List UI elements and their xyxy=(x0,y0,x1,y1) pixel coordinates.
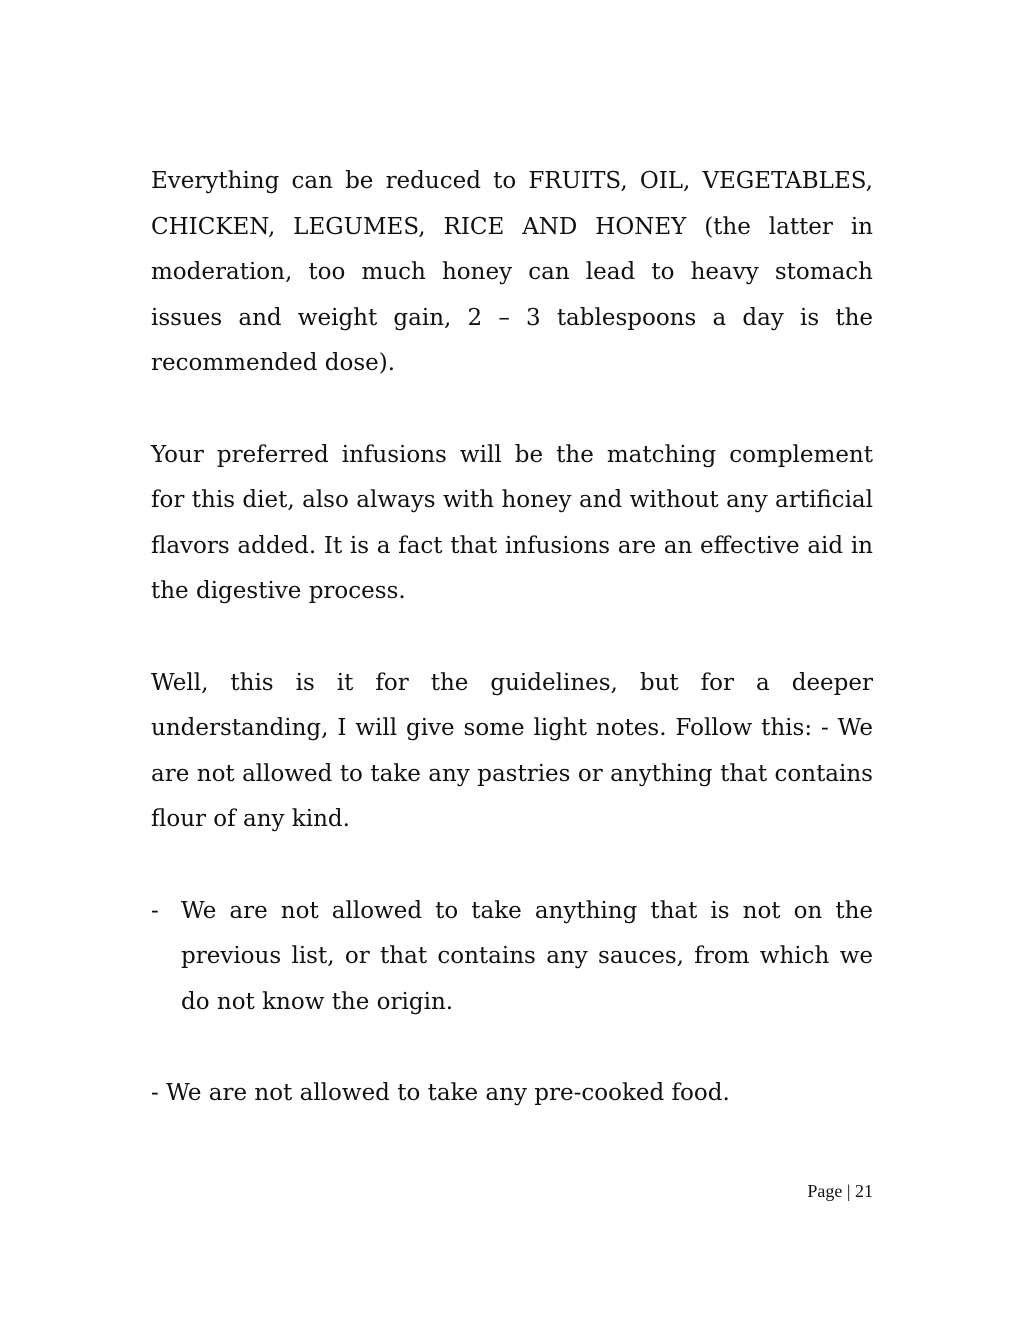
page-number: Page | 21 xyxy=(807,1181,873,1201)
document-body xyxy=(151,159,873,1116)
paragraph-food-groups: Everything can be reduced to FRUITS, OIL, VEGETABLES, CHICKEN, LEGUMES, RICE AND HONEY (the latter in moderation, too much honey can lead to heavy stomach issues and weight gain, 2 – 3 tablespoons a day is the recommended dose). xyxy=(151,168,873,377)
paragraph-precooked: - We are not allowed to take any pre-cooked food. xyxy=(151,1079,730,1106)
list-item xyxy=(151,889,873,1026)
bullet-text: We are not allowed to take anything that is not on the previous list, or that contains any sauces, from which we do not know the origin. xyxy=(181,897,873,1015)
bullet-dash: - xyxy=(151,897,159,924)
paragraph-guidelines: Well, this is it for the guidelines, but for a deeper understanding, I will give some light notes. Follow this: - We are not allowed to take any pastries or anything that contains flour of any kind. xyxy=(151,669,873,833)
paragraph-infusions: Your preferred infusions will be the matching complement for this diet, also always with honey and without any artificial flavors added. It is a fact that infusions are an effective aid in the digestive process. xyxy=(151,441,873,605)
